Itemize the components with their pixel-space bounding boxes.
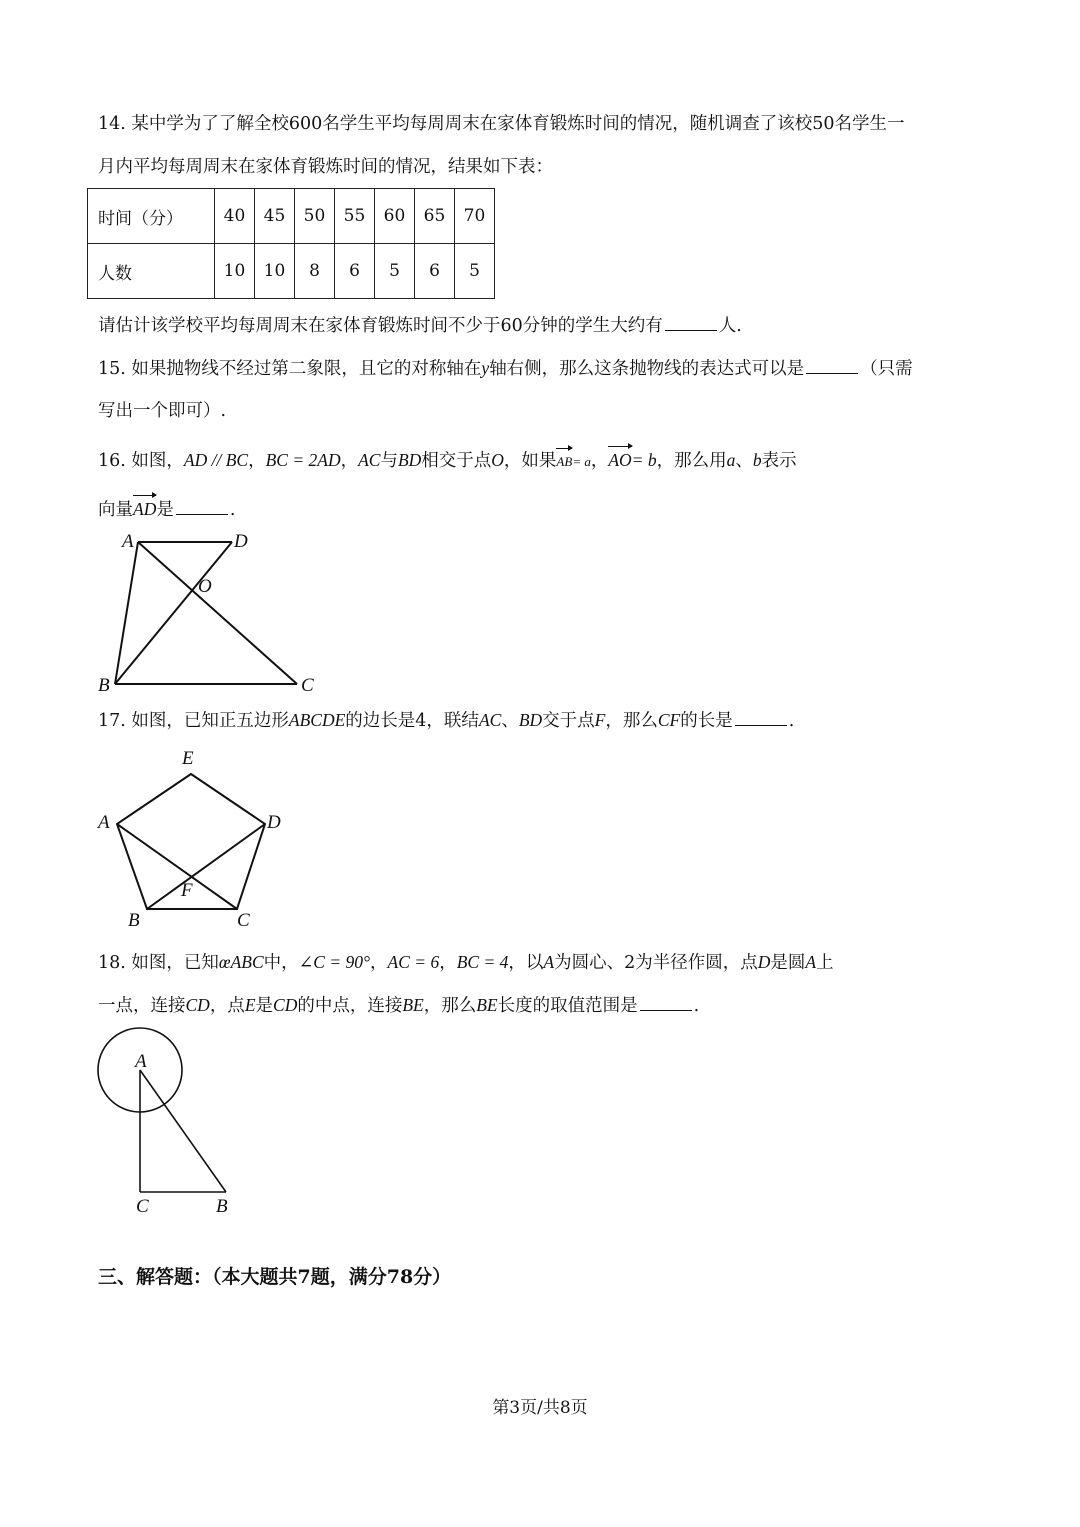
q18-line-1: 18. 如图，已知œABC中，∠C = 90°，AC = 6，BC = 4，以A为圆心、2为半径作圆，点D是圆A上 [98, 952, 834, 973]
answer-blank [176, 498, 228, 515]
table-cell: 45 [255, 189, 295, 244]
label-a: A [98, 812, 110, 833]
label-c: C [237, 910, 250, 931]
label-o: O [198, 576, 212, 597]
q17-figure [90, 742, 330, 937]
q14-line-2: 月内平均每周周末在家体育锻炼时间的情况，结果如下表： [98, 157, 553, 177]
table-cell: 5 [455, 244, 495, 299]
page-footer: 第3页/共8页 [492, 1398, 588, 1418]
q16-line-1: 16. 如图，AD // BC，BC = 2AD，AC与BD相交于点O，如果AB= a，AO= b，那么用a、b表示 [98, 448, 797, 474]
label-b: B [216, 1196, 228, 1217]
label-f: F [181, 880, 193, 901]
table-cell: 10 [215, 244, 255, 299]
q15-line-1: 15. 如果抛物线不经过第二象限，且它的对称轴在y轴右侧，那么这条抛物线的表达式可以是 （只需 [98, 358, 913, 379]
label-c: C [136, 1196, 149, 1217]
q18-figure [90, 1025, 260, 1220]
label-d: D [267, 812, 281, 833]
q18-line-2: 一点，连接CD，点E是CD的中点，连接BE，那么BE长度的取值范围是 . [98, 995, 700, 1016]
q15-line-2: 写出一个即可）. [98, 401, 227, 421]
label-c: C [301, 675, 314, 696]
table-cell: 70 [455, 189, 495, 244]
table-cell: 8 [295, 244, 335, 299]
label-d: D [234, 531, 248, 552]
table-header-time: 时间（分） [88, 189, 215, 244]
q17-line-1: 17. 如图，已知正五边形ABCDE的边长是4，联结AC、BD交于点F，那么CF的长是 . [98, 710, 795, 731]
segment-ac [138, 542, 297, 684]
answer-blank [665, 314, 717, 331]
table-cell: 5 [375, 244, 415, 299]
label-a: A [135, 1051, 147, 1072]
label-b: B [128, 910, 140, 931]
q16-figure [90, 525, 340, 700]
segment-bd [115, 542, 232, 684]
table-cell: 6 [415, 244, 455, 299]
segment-ac [117, 824, 237, 909]
answer-blank [806, 357, 858, 374]
table-cell: 6 [335, 244, 375, 299]
segment-ab [115, 542, 138, 684]
table-header-count: 人数 [88, 244, 215, 299]
label-a: A [122, 531, 134, 552]
q16-line-2: 向量AD是 . [98, 499, 236, 520]
answer-blank [640, 994, 692, 1011]
table-cell: 55 [335, 189, 375, 244]
label-b: B [98, 675, 110, 696]
segment-ab [140, 1070, 226, 1192]
table-cell: 60 [375, 189, 415, 244]
q14-line-3: 请估计该学校平均每周周末在家体育锻炼时间不少于60分钟的学生大约有 人. [98, 316, 742, 336]
table-cell: 40 [215, 189, 255, 244]
table-cell: 10 [255, 244, 295, 299]
table-row-time [88, 189, 495, 244]
table-row-count [88, 244, 495, 299]
q14-line-1: 14. 某中学为了了解全校600名学生平均每周周末在家体育锻炼时间的情况，随机调查了该校50名学生一 [98, 114, 905, 134]
segment-bd [147, 824, 265, 909]
section-title: 三、解答题：（本大题共7题，满分78分） [98, 1266, 452, 1288]
table-cell: 50 [295, 189, 335, 244]
answer-blank [735, 709, 787, 726]
q14-table [87, 188, 495, 299]
label-e: E [182, 748, 194, 769]
table-cell: 65 [415, 189, 455, 244]
